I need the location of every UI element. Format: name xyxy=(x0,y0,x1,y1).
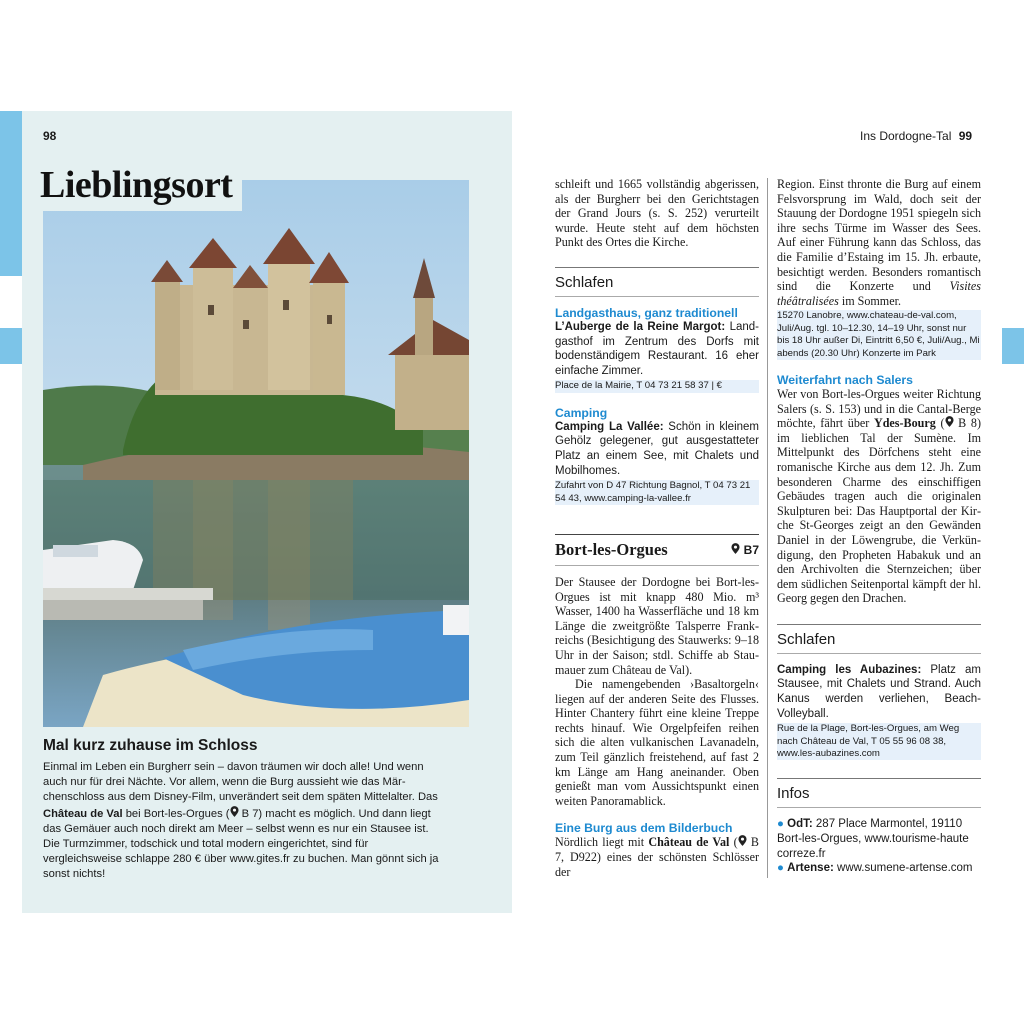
col2-intro-info: 15270 Lanobre, www.chateau-de-val.com, Juli/Aug. tgl. 10–12.30, 14–19 Uhr, sonst nur bis 18 Uhr außer Di, Eintritt 6,50 €, Juli/Aug., Mi abends (20.30 Uhr) Konzerte im Park xyxy=(777,310,980,359)
column-1 xyxy=(555,177,759,879)
place-para1: Der Stausee der Dordogne bei Bort-les-Orgues ist mit knapp 480 Mio. m³ Wasser, 1400 ha Wasserfläche und 18 km Länge die zweitgrößte Talsperre Frankreichs (Besichtigung des Stauwerks: 9–18 Uhr in der Saison; stdl. Schiffe ab Staumauer zum Château de Val). xyxy=(555,574,759,677)
col1-schlafen-heading: Schlafen xyxy=(555,267,759,297)
entry2-text xyxy=(555,420,759,478)
camp-text xyxy=(777,663,981,721)
column-2 xyxy=(777,177,981,876)
thumb-tab-mid xyxy=(0,328,22,364)
camp-info: Rue de la Plage, Bort-les-Orgues, am Weg nach Château de Val, T 05 55 96 08 38, www.les-aubazines.com xyxy=(777,723,981,760)
lead-text-part3: B 7) macht es möglich. Und dann liegt das Gemäuer auch noch direkt am Meer – selbst wenn es nur ein Stausee ist. Die Turmzimmer, todschick und total modern eingerichtet, sind für vergleichsweise schlappe 280 € über www.gites.fr zu buchen. Man gönnt sich ja sonst nichts! xyxy=(43,807,439,881)
burg-seg3: B 7, D922) eines der schönsten Schlösser der xyxy=(555,835,759,879)
salers-seg3: B 8) im lieblichen Tal der Sumène. Im Mittelpunkt des Dörfchens steht eine romanische Kirche aus dem 12. Jh. Zum besonderen Charme des einschiffigen Gebäudes tragen auch die originalen Skulpturen bei: Das Hauptportal der Kirche St-Georges zeigt an den Gewänden Daniel in der Löwengrube, die Verkündigung, den Propheten Habakuk und an den Archivolten die Sternzeichen; über dem südlichen Seitenportal kämpft der hl. Georg gegen den Drachen. xyxy=(777,416,981,606)
col2-intro-italic: Visites théâtralisées xyxy=(777,279,981,308)
burg-heading: Eine Burg aus dem Bilderbuch xyxy=(555,821,733,836)
castle-photo xyxy=(43,180,469,727)
camp-desc: Platz am Stausee, mit Chalets und Strand. Auch Kanus werden verliehen, Beach-Volleyball. xyxy=(777,663,981,720)
place-para2: Die namengebenden ›Basaltorgeln‹ liegen auf der anderen Seite des Flusses. Hinter Chantery führt eine kleine Treppe rechts hinauf. Wie Orgelpfeifen reihen sich die alten vulkanischen Lavanadeln, zum Teil gänzlich freistehend, auf fast 2 km Länge am Hang aneinander. Oben genießt man vom Aussichtspunkt einen weiten Panoramablick. xyxy=(555,677,759,808)
info-odt-text: 287 Place Marmontel, 19110 Bort-les-Orgues, www.tourisme-haute correze.fr xyxy=(777,818,969,860)
entry1-text xyxy=(555,320,759,378)
col2-schlafen-heading: Schlafen xyxy=(777,624,981,654)
burg-seg1: Nördlich liegt mit xyxy=(555,835,649,850)
salers-text xyxy=(777,387,981,606)
title-box xyxy=(36,163,242,211)
burg-bold: Château de Val xyxy=(648,835,730,850)
info-odt xyxy=(777,817,981,861)
salers-bold: Ydes-Bourg xyxy=(873,416,936,431)
map-pin-icon xyxy=(945,416,954,430)
castle-illustration xyxy=(43,180,469,727)
info-artense-text: www.sumene-artense.com xyxy=(833,862,973,875)
salers-heading: Weiterfahrt nach Salers xyxy=(777,372,913,387)
page-number-right: 99 xyxy=(958,129,973,143)
burg-seg2: ( xyxy=(729,835,738,850)
lead-text-part2: bei Bort-les-Orgues ( xyxy=(122,807,230,820)
bullet-icon: ● xyxy=(777,862,784,875)
bullet-icon: ● xyxy=(777,818,784,831)
entry1-heading: Landgasthaus, ganz traditionell xyxy=(555,305,738,320)
info-artense-label: Artense: xyxy=(787,862,834,875)
info-odt-label: OdT: xyxy=(787,818,813,831)
salers-seg2: ( xyxy=(935,416,945,431)
entry1-name: L’Auberge de la Reine Margot: xyxy=(555,320,726,333)
map-pin-icon xyxy=(230,808,239,820)
lead-bold-name: Château de Val xyxy=(43,807,123,820)
place-ref xyxy=(731,543,759,557)
entry1-info: Place de la Mairie, T 04 73 21 58 37 | € xyxy=(555,380,759,392)
entry1-desc: Landgasthof im Zentrum des Dorfs mit bodenständigem Restaurant. 16 eher einfache Zimmer. xyxy=(555,320,759,377)
place-ref-code: B7 xyxy=(743,542,759,557)
column-divider xyxy=(767,178,768,878)
lead-paragraph xyxy=(43,760,443,883)
entry2-name: Camping La Vallée: xyxy=(555,420,664,433)
col2-intro xyxy=(777,177,981,308)
place-heading xyxy=(555,534,759,566)
running-head-title: Ins Dordogne-Tal xyxy=(860,129,952,143)
info-artense xyxy=(777,861,981,876)
thumb-tab-top xyxy=(0,111,22,276)
place-name: Bort-les-Orgues xyxy=(555,539,668,559)
page-title: Lieblingsort xyxy=(40,164,233,206)
lead-heading: Mal kurz zuhause im Schloss xyxy=(43,737,258,754)
entry2-heading: Camping xyxy=(555,405,608,420)
col2-intro-text: Region. Einst thronte die Burg auf einem Felsvorsprung im Wald, doch seit der Stauung der Dordogne 1951 spiegeln sich ihre sechs Türme im Wasser des Sees. Auf einer Führung kann das Schloss, das die Familie d’Estaing im 15. Jh. erbaute, besichtigt werden. Besonders romantisch sind die Konzerte und xyxy=(777,177,981,294)
lead-text-part1: Einmal im Leben ein Burgherr sein – davon träumen wir doch alle! Und wenn auch nur für drei Nächte. Vor allem, wenn die Burg aussieht wie das Märchenschloss aus dem Disney-Film, unverändert seit dem späten Mittelalter. Das xyxy=(43,761,438,804)
col2-intro-end: im Sommer. xyxy=(838,293,901,308)
salers-seg1: Wer von Bort-les-Orgues weiter Richtung Salers (s. S. 153) und in die Cantal-Berge möchte, fährt über xyxy=(777,386,981,431)
infos-heading: Infos xyxy=(777,778,981,808)
thumb-tab-right xyxy=(1002,328,1024,364)
camp-name: Camping les Aubazines: xyxy=(777,663,922,676)
burg-text xyxy=(555,835,759,879)
map-pin-icon xyxy=(731,543,740,557)
map-pin-icon xyxy=(738,835,747,849)
running-head xyxy=(860,129,972,143)
entry2-desc: Schön in kleinem Gehölz gelegener, gut ausgestatteter Platz an einem See, mit Chalets und Mobilhomes. xyxy=(555,420,759,477)
entry2-info: Zufahrt von D 47 Richtung Bagnol, T 04 73 21 54 43, www.camping-la-vallee.fr xyxy=(555,480,759,505)
col1-intro: schleift und 1665 vollständig abgerissen, als der Burgherr bei den Gerichtstagen der Grand Jours (s. S. 252) verurteilt wurde. Heute steht auf dem höchsten Punkt des Ortes die Kirche. xyxy=(555,177,759,250)
page-number-left: 98 xyxy=(43,129,57,143)
